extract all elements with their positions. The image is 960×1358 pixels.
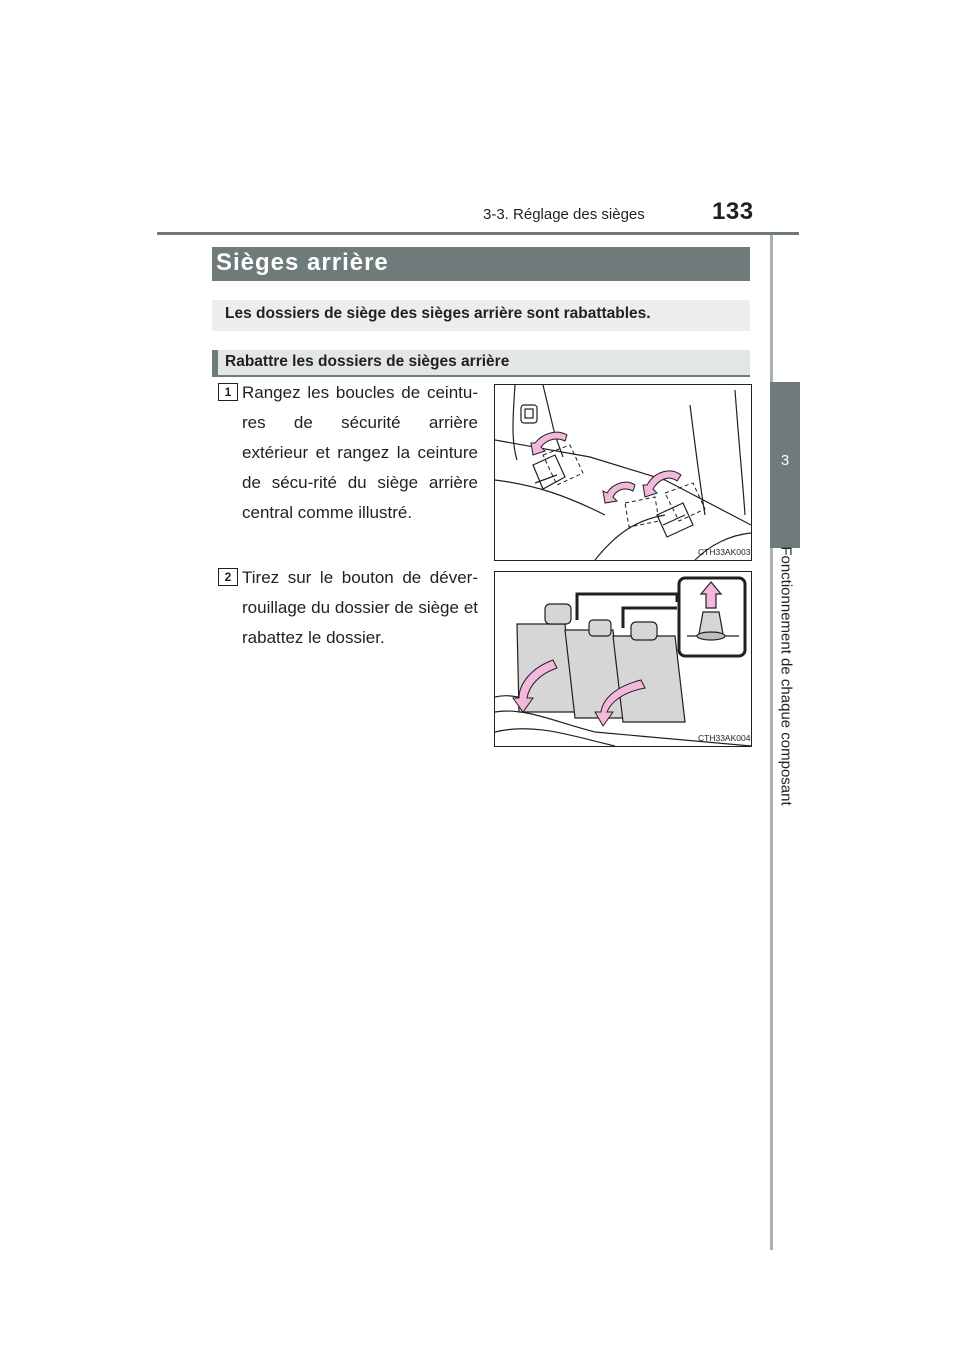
page-number: 133 [712, 198, 754, 225]
subheading-marker [212, 350, 218, 377]
seat-release-illustration [495, 572, 751, 746]
step-2-text: Tirez sur le bouton de déver-rouillage du dossier de siège et rabattez le dossier. [242, 568, 478, 647]
section-title-bar [212, 247, 750, 281]
figure-1-code: CTH33AK003 [698, 547, 751, 557]
subheading-bar [212, 350, 750, 377]
section-title: Sièges arrière [216, 249, 389, 276]
figure-seat-release [494, 571, 752, 747]
intro-text: Les dossiers de siège des sièges arrière sont rabattables. [225, 305, 651, 322]
seatbelt-buckle-illustration [495, 385, 751, 560]
chapter-title: Fonctionnement de chaque composant [777, 546, 795, 806]
step-2-number: 2 [218, 568, 238, 586]
step-1-text: Rangez les boucles de ceintu-res de sécurité arrière extérieur et rangez la ceinture de sécu-rité du siège arrière central comme illustré. [242, 383, 478, 522]
figure-seatbelt-buckles [494, 384, 752, 561]
chapter-number: 3 [780, 452, 790, 469]
step-1-number: 1 [218, 383, 238, 401]
intro-box [212, 300, 750, 331]
header-section-title: 3-3. Réglage des sièges [483, 206, 645, 223]
subheading-text: Rabattre les dossiers de sièges arrière [225, 353, 510, 370]
header-rule [157, 232, 799, 235]
figure-2-code: CTH33AK004 [698, 733, 751, 743]
